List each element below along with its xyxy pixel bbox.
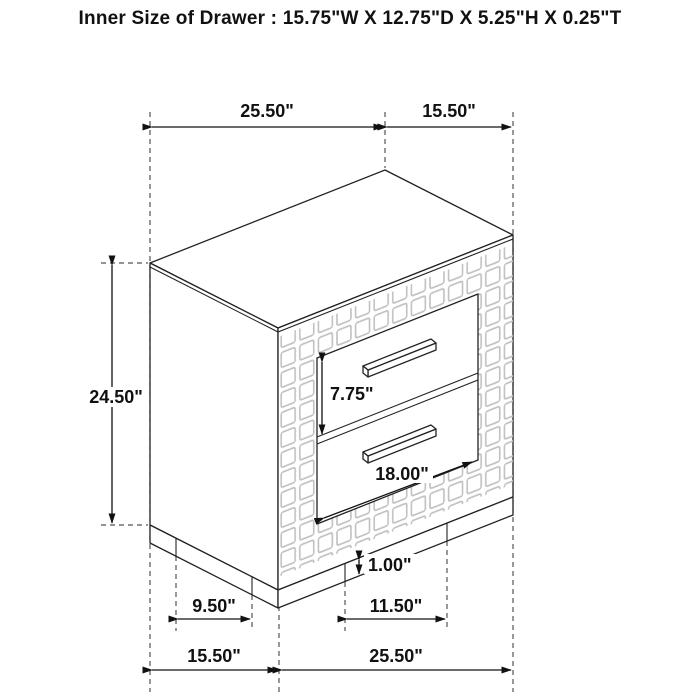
dim-drawer-width-label: 18.00" bbox=[375, 464, 429, 484]
dim-top-depth-label: 15.50" bbox=[422, 101, 476, 121]
dim-top-width-label: 25.50" bbox=[240, 101, 294, 121]
page-title: Inner Size of Drawer : 15.75"W X 12.75"D X 5.25"H X 0.25"T bbox=[78, 8, 622, 29]
dim-bottom-depth-label: 15.50" bbox=[187, 646, 241, 666]
dim-front-leg-label: 11.50" bbox=[369, 596, 423, 616]
dim-bottom-width-label: 25.50" bbox=[369, 646, 423, 666]
dim-height-label: 24.50" bbox=[89, 387, 143, 407]
dim-base-height-label: 1.00" bbox=[368, 555, 412, 575]
dim-drawer-height-label: 7.75" bbox=[330, 384, 374, 404]
dim-side-leg-label: 9.50" bbox=[192, 596, 236, 616]
